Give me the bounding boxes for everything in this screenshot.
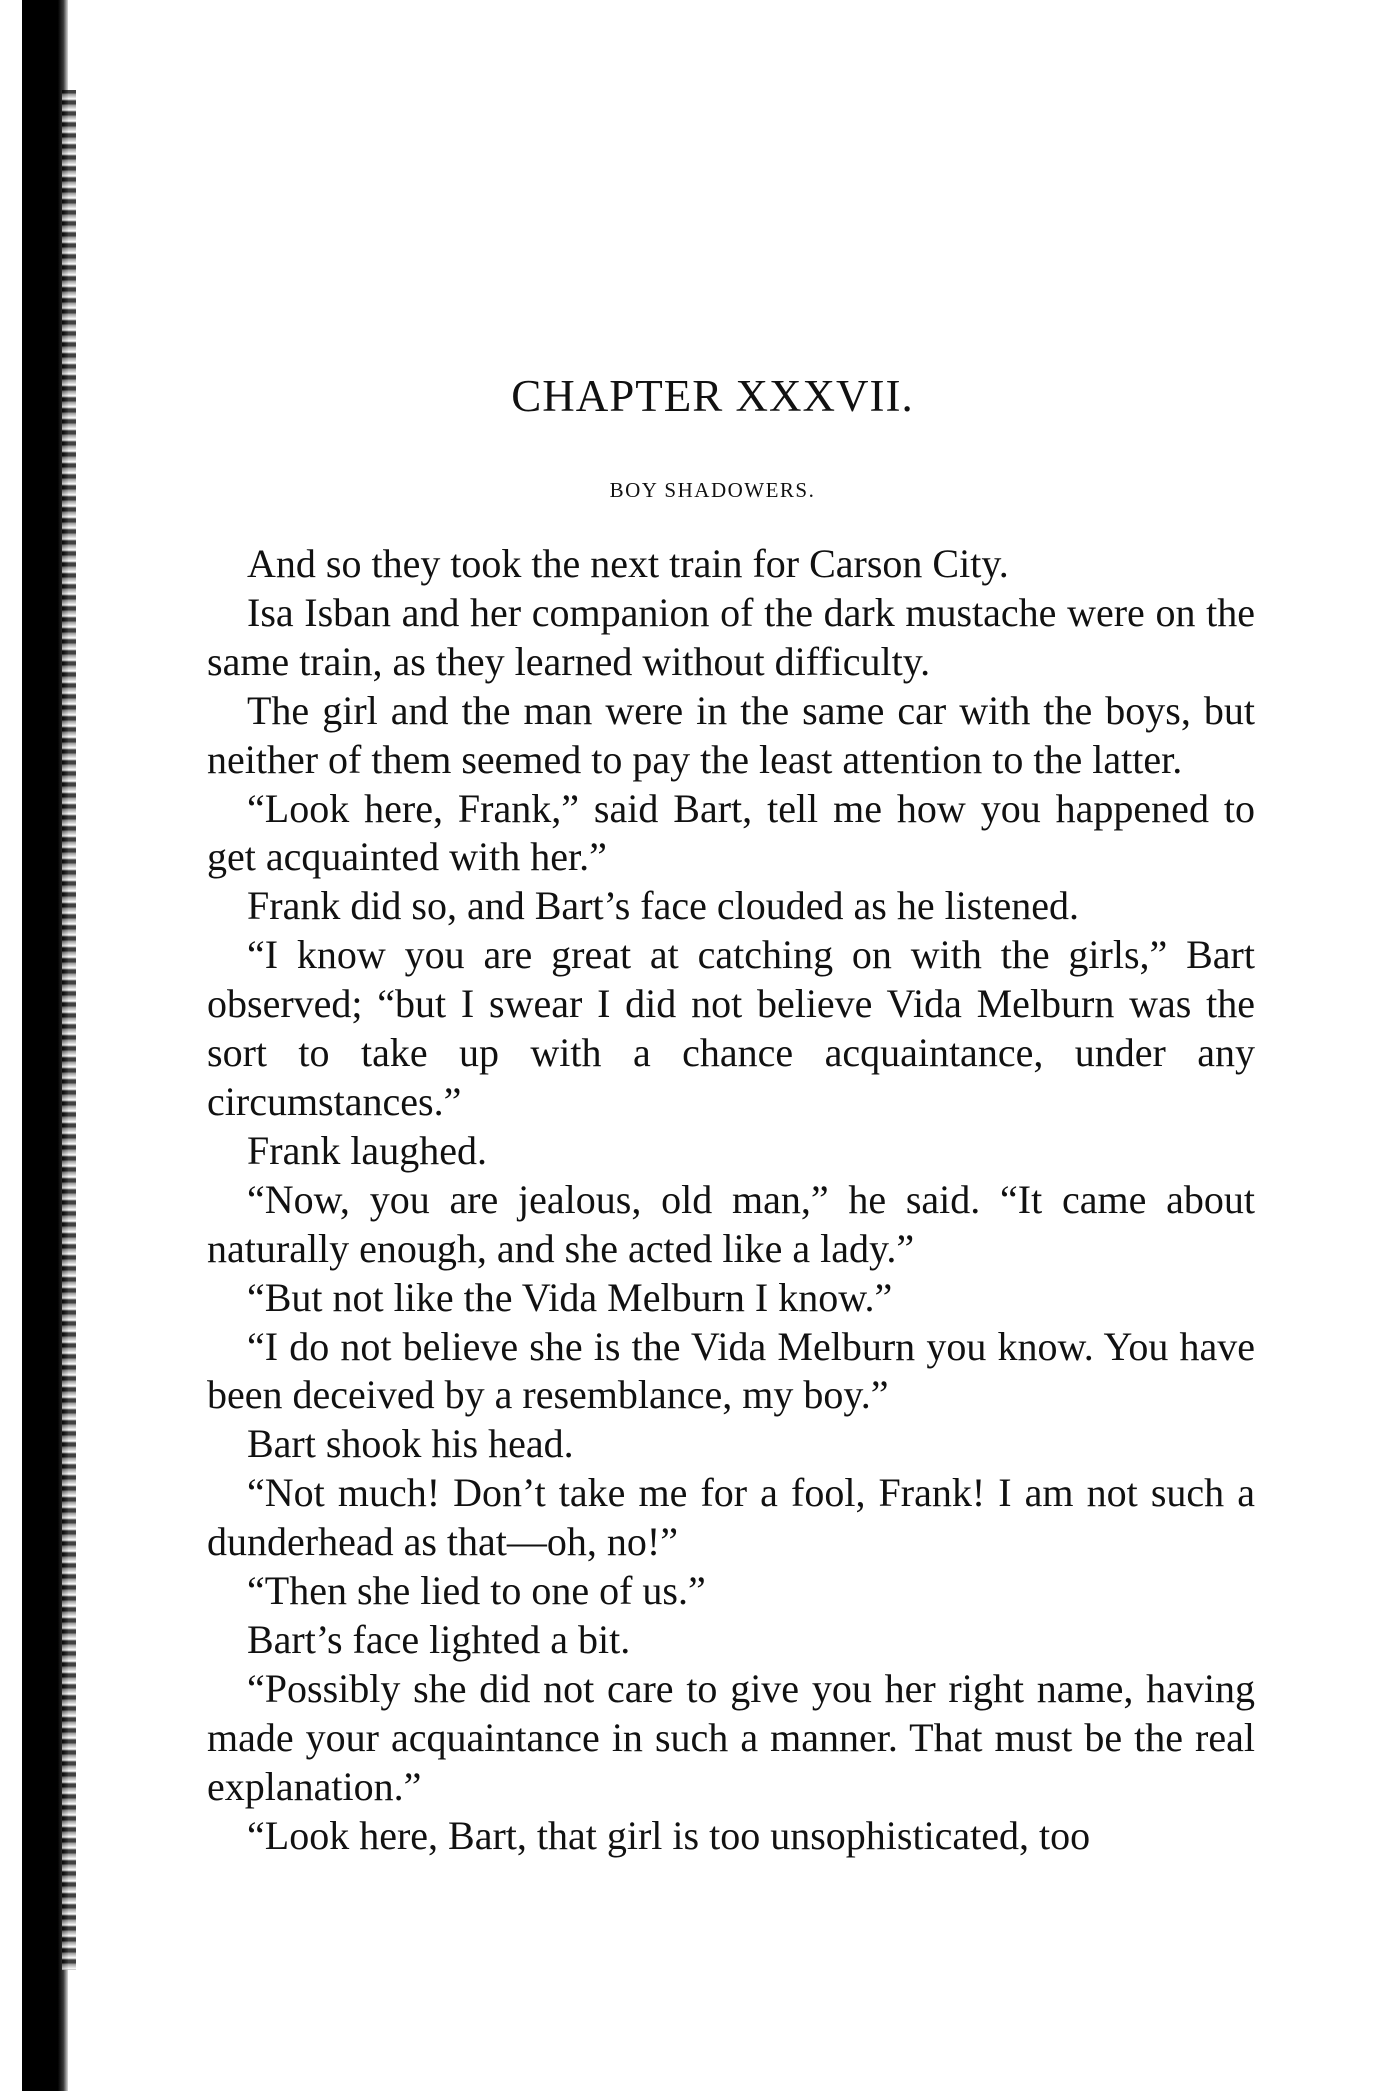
- paragraph: “Look here, Frank,” said Bart, tell me how you happened to get acquainted with her.”: [207, 785, 1255, 880]
- paragraph: “I do not believe she is the Vida Melburn you know. You have been deceived by a resemblance, my boy.”: [207, 1323, 1255, 1418]
- paragraph: “Then she lied to one of us.”: [247, 1568, 706, 1614]
- paragraph: The girl and the man were in the same car with the boys, but neither of them seemed to pay the least attention to the latter.: [207, 687, 1255, 782]
- paragraph: Bart’s face lighted a bit.: [247, 1616, 631, 1662]
- paragraph: “Now, you are jealous, old man,” he said. “It came about naturally enough, and she acted like a lady.”: [207, 1176, 1255, 1271]
- paragraph: “Not much! Don’t take me for a fool, Frank! I am not such a dunderhead as that—oh, no!”: [207, 1470, 1255, 1565]
- chapter-subtitle: BOY SHADOWERS.: [609, 478, 816, 502]
- paragraph: “Possibly she did not care to give you her right name, having made your acquaintance in such a manner. That must be the real explanation.”: [207, 1665, 1255, 1809]
- paragraph: “I know you are great at catching on with the girls,” Bart observed; “but I swear I did not believe Vida Melburn was the sort to take up with a chance acquaintance, under any circumstances.”: [207, 932, 1255, 1124]
- paragraph: Frank did so, and Bart’s face clouded as he listened.: [247, 883, 1079, 929]
- chapter-body: [207, 540, 1255, 1860]
- paragraph: “Look here, Bart, that girl is too unsophisticated, too: [247, 1812, 1091, 1858]
- paragraph: And so they took the next train for Carson City.: [247, 541, 1009, 586]
- paragraph: Frank laughed.: [247, 1127, 487, 1173]
- paragraph: Isa Isban and her companion of the dark mustache were on the same train, as they learned without difficulty.: [207, 589, 1255, 684]
- paragraph: “But not like the Vida Melburn I know.”: [247, 1274, 893, 1320]
- paragraph: Bart shook his head.: [247, 1421, 574, 1467]
- chapter-title: CHAPTER XXXVII.: [511, 371, 914, 421]
